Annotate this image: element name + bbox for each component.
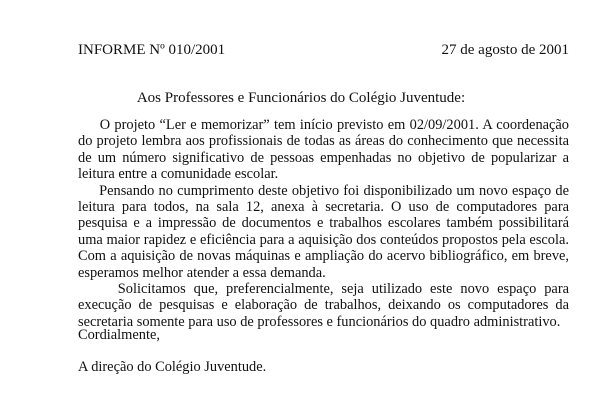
- signature: A direção do Colégio Juventude.: [78, 359, 267, 375]
- closing: Cordialmente,: [78, 327, 160, 343]
- paragraph-1: O projeto “Ler e memorizar” tem início previsto em 02/09/2001. A coordenação do projeto lembra aos profissionais de todas as áreas do conhecimento que necessita de um número significativo de pessoas empenhadas no objetivo de popularizar a leitura entre a comunidade escolar.: [78, 117, 569, 183]
- paragraph-3: Solicitamos que, preferencialmente, seja utilizado este novo espaço para execução de pesquisas e elaboração de trabalhos, deixando os computadores da secretaria somente para uso de professores e funcionários do quadro administrativo.: [78, 281, 569, 330]
- document-body: [78, 117, 569, 330]
- paragraph-2: Pensando no cumprimento deste objetivo foi disponibilizado um novo espaço de leitura para todos, na sala 12, anexa à secretaria. O uso de computadores para pesquisa e a impressão de documentos e trabalhos escolares também possibilitará uma maior rapidez e eficiência para a aquisição dos conteúdos propostos pela escola. Com a aquisição de novas máquinas e ampliação do acervo bibliográfico, em breve, esperamos melhor atender a essa demanda.: [78, 182, 569, 281]
- salutation: Aos Professores e Funcionários do Colégio Juventude:: [136, 90, 466, 106]
- document-number: INFORME Nº 010/2001: [78, 42, 226, 58]
- document-header: [78, 41, 569, 59]
- document-date: 27 de agosto de 2001: [441, 42, 569, 58]
